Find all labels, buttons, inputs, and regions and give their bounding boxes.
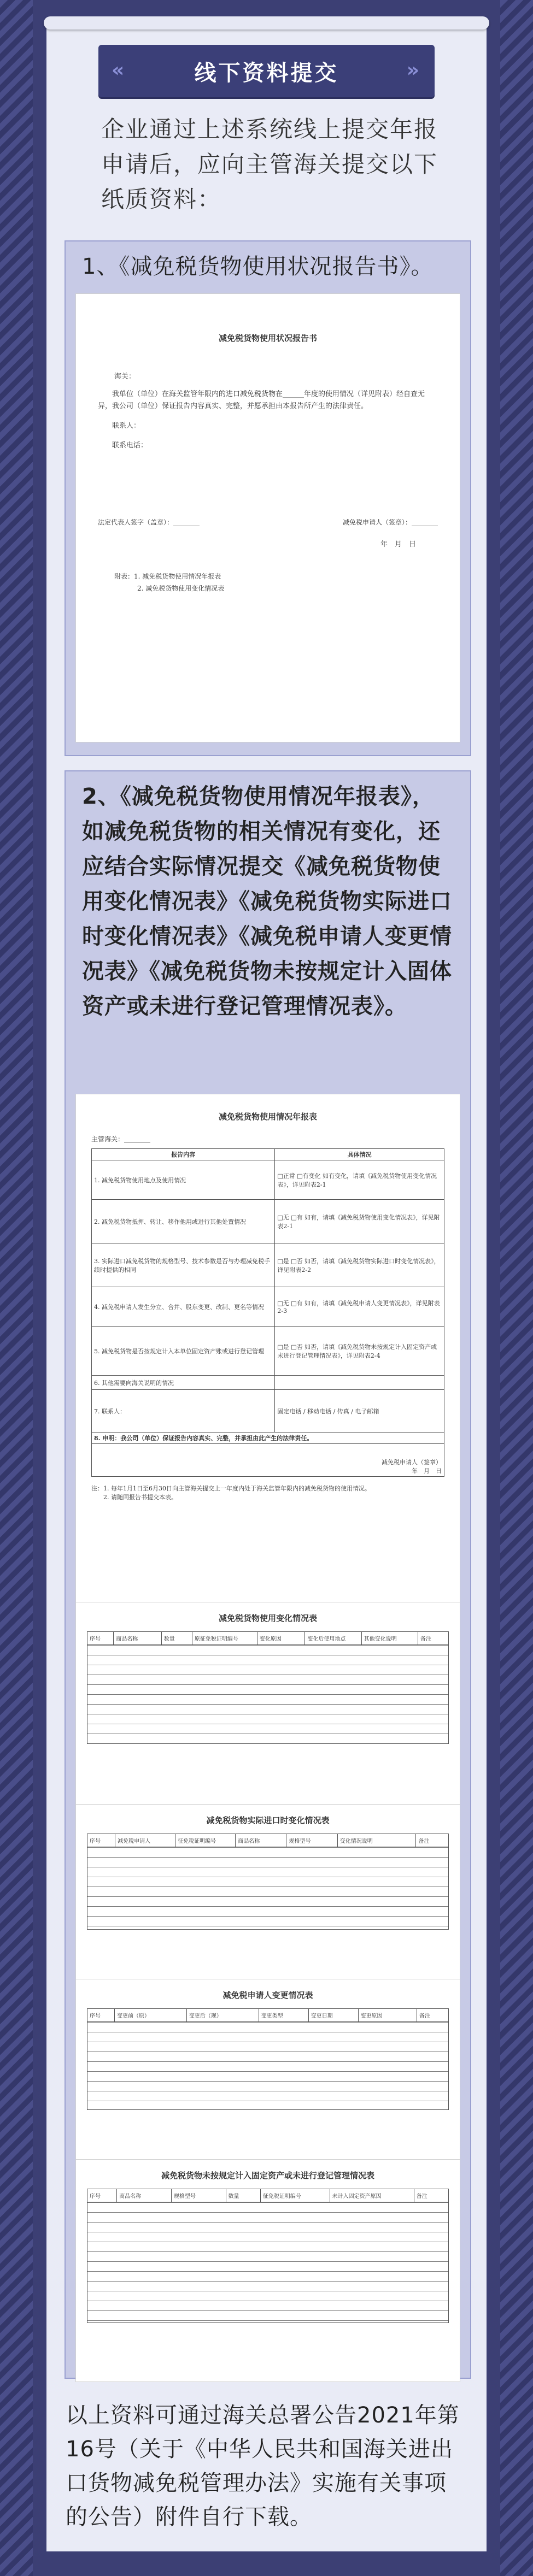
import-change-document [75,1804,460,1983]
fixed-asset-document [75,2159,460,2382]
annual-row-q: 2. 减免税货物抵押、转让、移作他用或进行其他处置情况 [92,1200,275,1243]
doc-attachment-2: 2. 减免税货物使用变化情况表 [137,585,225,592]
chevron-right-icon: » [406,59,421,81]
asset-header-row [87,2189,449,2202]
annual-declaration: 8. 申明：我公司（单位）保证报告内容真实、完整，并承担由此产生的法律责任。 [92,1433,444,1444]
import-change-header: 规格型号 [286,1834,337,1847]
change-title: 减免税货物使用变化情况表 [218,1613,317,1623]
asset-header: 未计入固定资产原因 [330,2189,414,2202]
outro-text: 以上资料可通过海关总署公告2021年第16号（关于《中华人民共和国海关进出口货物减免税管理办法》实施有关事项的公告）附件自行下载。 [66,2403,460,2530]
annual-col1: 报告内容 [92,1149,275,1160]
section-title: 线下资料提交 [194,60,339,86]
annual-row-a: □无 □有 如有，请填《减免税货物使用变化情况表》，详见附表2-1 [275,1200,444,1243]
import-change-header: 征免税证明编号 [175,1834,236,1847]
change-header: 商品名称 [114,1632,162,1644]
annual-row-q: 6. 其他需要向海关说明的情况 [92,1376,275,1390]
annual-row-a: □正常 □有变化 如有变化，请填《减免税货物使用变化情况表》，详见附表2-1 [275,1160,444,1200]
import-change-header: 变化情况说明 [338,1834,417,1847]
import-change-table-body [87,1847,449,1930]
doc-legal-rep: 法定代表人签字（盖章）：________ [98,518,200,526]
doc-to: 海关： [114,373,136,381]
applicant-change-header: 序号 [87,2009,115,2021]
asset-header: 备注 [416,2194,427,2200]
usage-change-document [75,1602,460,1808]
doc-applicant: 减免税申请人（签章）：________ [342,518,438,526]
import-change-header: 序号 [87,1834,115,1847]
doc-body: 我单位（单位）在海关监管年限内的进口减免税货物在______年度的使用情况（详见附表）经自查无异，我公司（单位）保证报告内容真实、完整，并愿承担由本报告所产生的法律责任。 [98,390,425,410]
section-title-banner [98,45,435,97]
asset-header: 征免税证明编号 [261,2189,330,2202]
applicant-change-header: 变更前（原） [115,2009,187,2021]
change-header: 数量 [162,1632,192,1644]
applicant-change-header: 变更日期 [309,2009,359,2021]
change-table-body [87,1645,449,1744]
annual-signature: 减免税申请人（签章） [382,1459,442,1466]
item2-heading: 2、《减免税货物使用情况年报表》，如减免税货物的相关情况有变化，还应结合实际情况提交《减免税货物使用变化情况表》《减免税货物实际进口时变化情况表》《减免税申请人变更情况表》《减免税货物未按规定计入固体资产或未进行登记管理情况表》。 [82,784,452,1019]
asset-header: 规格型号 [172,2189,226,2202]
annual-unit: 主管海关：________ [91,1135,151,1143]
annual-title: 减免税货物使用情况年报表 [218,1112,317,1122]
doc-title: 减免税货物使用状况报告书 [218,333,317,343]
import-change-header: 减免税申请人 [115,1834,175,1847]
item2-box [65,770,471,2379]
applicant-change-header: 变更后（现） [187,2009,259,2021]
asset-title: 减免税货物未按规定计入固定资产或未进行登记管理情况表 [161,2171,374,2180]
item1-heading: 1、《减免税货物使用状况报告书》。 [82,254,434,279]
import-change-header: 备注 [418,1838,430,1844]
applicant-change-document [75,1979,460,2164]
annual-row-a: □是 □否 如否，请填《减免税货物未按规定计入固定资产或未进行登记管理情况表》，详见附表2-4 [275,1327,444,1376]
annual-row-q: 7. 联系人： [92,1390,275,1433]
change-header: 备注 [420,1636,431,1642]
applicant-change-title: 减免税申请人变更情况表 [222,1990,313,2000]
applicant-change-header: 变更原因 [359,2009,417,2021]
annual-row-a [275,1376,444,1390]
annual-report-document [75,1094,460,1603]
annual-row-a: 固定电话 / 移动电话 / 传真 / 电子邮箱 [275,1390,444,1433]
status-report-document [75,293,460,742]
applicant-change-header-row [87,2008,449,2022]
doc-phone: 联系电话： [112,441,148,450]
annual-table [91,1148,444,1477]
right-stripe-decoration [500,0,533,2576]
asset-header: 数量 [226,2189,261,2202]
change-header: 原征免税证明编号 [192,1632,257,1644]
change-header-row [87,1631,449,1645]
item1-box [65,240,471,756]
annual-row-q: 5. 减免税货物是否按规定计入本单位固定资产账或进行登记管理 [92,1327,275,1376]
doc-attachment-1: 附表：1. 减免税货物使用情况年报表 [114,573,221,580]
binder-bar [44,16,489,30]
annual-row-q: 3. 实际进口减免税货物的规格型号、技术参数是否与办理减免税手续时提供的相同 [92,1243,275,1287]
applicant-change-header: 变更类型 [259,2009,309,2021]
asset-header: 序号 [87,2189,117,2202]
annual-note-1: 注：1. 每年1月1日至6月30日向主管海关提交上一年度内处于海关监管年限内的减免税货物的使用情况。 [91,1485,371,1492]
annual-date: 年 月 日 [412,1467,442,1475]
applicant-change-table-body [87,2022,449,2110]
annual-note-2: 2. 请随同报告书提交本表。 [103,1494,177,1501]
import-change-header-row [87,1834,449,1847]
change-header: 变化原因 [257,1632,306,1644]
asset-table-body [87,2202,449,2323]
change-header: 其他变化说明 [362,1632,418,1644]
chevron-left-icon: « [112,59,127,81]
asset-header: 商品名称 [117,2189,172,2202]
annual-row-q: 4. 减免税申请人发生分立、合并、股东变更、改制、更名等情况 [92,1287,275,1327]
annual-row-a: □是 □否 如否，请填《减免税货物实际进口时变化情况表》，详见附表2-2 [275,1243,444,1287]
doc-date: 年 月 日 [380,540,416,549]
intro-text: 企业通过上述系统线上提交年报申请后，应向主管海关提交以下纸质资料： [101,116,438,213]
annual-row-a: □无 □有 如有，请填《减免税申请人变更情况表》，详见附表2-3 [275,1287,444,1327]
applicant-change-header: 备注 [419,2013,430,2019]
import-change-title: 减免税货物实际进口时变化情况表 [206,1815,330,1825]
left-stripe-decoration [0,0,33,2576]
change-header: 序号 [87,1632,114,1644]
annual-row-q: 1. 减免税货物使用地点及使用情况 [92,1160,275,1200]
change-header: 变化后使用地点 [305,1632,361,1644]
annual-col2: 具体情况 [275,1149,444,1160]
import-change-header: 商品名称 [236,1834,286,1847]
doc-contact: 联系人： [112,422,141,430]
